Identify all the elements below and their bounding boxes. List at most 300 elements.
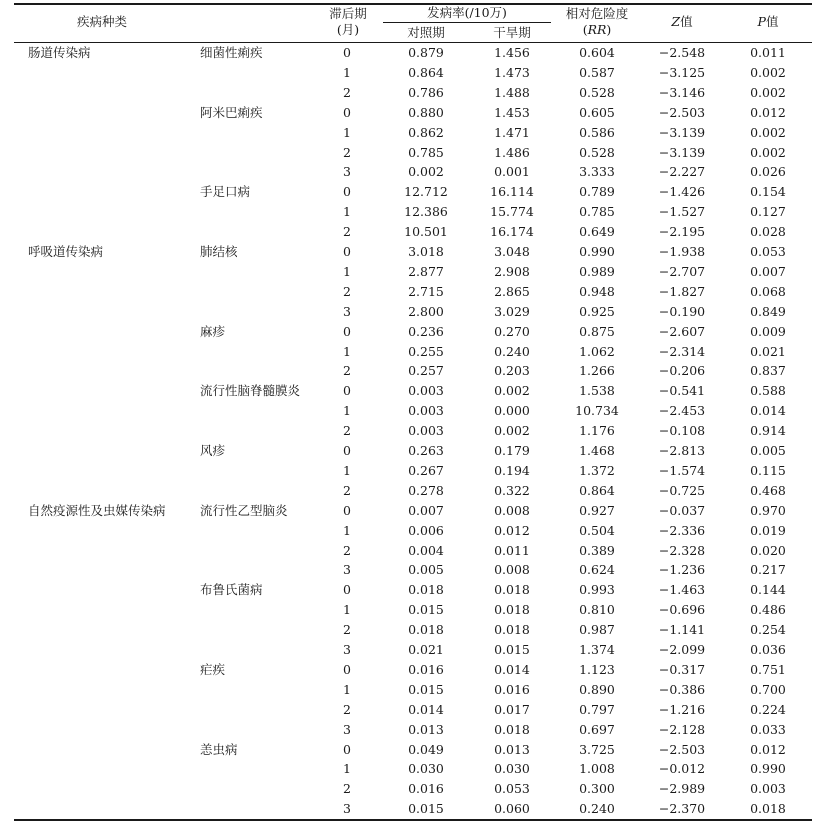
z-value-cell: −0.012 (658, 761, 706, 777)
z-value-cell: −2.227 (658, 164, 706, 180)
z-value-cell: −0.725 (658, 482, 706, 498)
table-row (0, 461, 822, 481)
p-value-cell: 0.028 (750, 224, 786, 240)
p-value-cell: 0.254 (750, 622, 786, 638)
z-value-cell: −2.607 (658, 323, 706, 339)
drought-rate-cell: 0.017 (494, 701, 530, 717)
rr-cell: 0.810 (579, 602, 615, 618)
p-value-cell: 0.053 (750, 244, 786, 259)
z-value-cell: −2.503 (658, 104, 706, 120)
drought-rate-cell: 16.114 (490, 184, 534, 200)
drought-rate-cell: 1.456 (494, 45, 530, 60)
rr-cell: 0.993 (579, 582, 615, 598)
lag-cell: 0 (343, 244, 351, 259)
header-p: P值 (757, 14, 779, 29)
lag-cell: 0 (343, 45, 351, 60)
drought-rate-cell: 0.018 (494, 622, 530, 638)
z-value-cell: −0.696 (658, 602, 706, 618)
z-value-cell: −1.141 (658, 622, 706, 638)
rr-cell: 0.987 (579, 622, 615, 638)
control-rate-cell: 0.862 (408, 124, 444, 140)
control-rate-cell: 0.006 (408, 522, 444, 538)
z-value-cell: −2.328 (658, 542, 706, 558)
control-rate-cell: 0.880 (408, 104, 444, 120)
header-incidence-rule (383, 22, 551, 23)
disease-cell: 布鲁氏菌病 (200, 582, 263, 598)
z-value-cell: −1.426 (658, 184, 706, 200)
lag-cell: 0 (343, 383, 351, 399)
table-row (0, 799, 822, 819)
control-rate-cell: 0.014 (408, 701, 444, 717)
p-value-cell: 0.115 (750, 462, 786, 478)
lag-cell: 2 (343, 701, 351, 717)
z-value-cell: −3.139 (658, 124, 706, 140)
drought-rate-cell: 0.002 (494, 383, 530, 399)
drought-rate-cell: 0.008 (494, 502, 530, 518)
drought-rate-cell: 0.002 (494, 423, 530, 439)
rr-cell: 0.927 (579, 502, 615, 518)
z-value-cell: −2.336 (658, 522, 706, 538)
lag-cell: 0 (343, 323, 351, 339)
drought-rate-cell: 2.908 (494, 263, 530, 279)
control-rate-cell: 3.018 (408, 244, 444, 259)
disease-cell: 麻疹 (200, 323, 226, 339)
table-row (0, 361, 822, 381)
rr-cell: 1.008 (579, 761, 615, 777)
header-lag: 滞后期 (329, 6, 367, 21)
table-row (0, 421, 822, 441)
z-value-cell: −1.827 (658, 283, 706, 299)
drought-rate-cell: 0.240 (494, 343, 530, 359)
control-rate-cell: 0.864 (408, 64, 444, 80)
drought-rate-cell: 0.008 (494, 562, 530, 578)
rr-cell: 0.864 (579, 482, 615, 498)
lag-cell: 1 (343, 343, 351, 359)
control-rate-cell: 0.021 (408, 642, 444, 657)
drought-rate-cell: 2.865 (494, 283, 530, 299)
disease-cell: 风疹 (200, 443, 226, 458)
p-value-cell: 0.068 (750, 283, 786, 299)
drought-rate-cell: 16.174 (490, 224, 534, 240)
control-rate-cell: 0.016 (408, 661, 444, 677)
lag-cell: 0 (343, 502, 351, 518)
table-row (0, 740, 822, 760)
lag-cell: 1 (343, 761, 351, 777)
rr-cell: 0.300 (579, 781, 615, 797)
category-cell: 肠道传染病 (28, 45, 91, 60)
drought-rate-cell: 1.453 (494, 104, 530, 120)
lag-cell: 2 (343, 283, 351, 299)
table-row (0, 143, 822, 163)
drought-rate-cell: 3.048 (494, 244, 530, 259)
table-row (0, 580, 822, 600)
drought-rate-cell: 0.014 (494, 661, 530, 677)
rr-cell: 1.372 (579, 462, 615, 478)
table-row (0, 501, 822, 521)
lag-cell: 1 (343, 124, 351, 140)
control-rate-cell: 2.800 (408, 303, 444, 319)
p-value-cell: 0.837 (750, 363, 786, 379)
z-value-cell: −1.527 (658, 204, 706, 220)
table-row (0, 600, 822, 620)
disease-cell: 流行性脑脊髓膜炎 (200, 383, 301, 399)
drought-rate-cell: 0.000 (494, 403, 530, 419)
disease-cell: 细菌性痢疾 (200, 45, 263, 60)
drought-rate-cell: 0.060 (494, 801, 530, 817)
z-value-cell: −0.190 (658, 303, 706, 319)
control-rate-cell: 2.877 (408, 263, 444, 279)
table-row (0, 302, 822, 322)
control-rate-cell: 0.004 (408, 542, 444, 558)
table-row (0, 401, 822, 421)
rr-cell: 10.734 (575, 403, 619, 419)
drought-rate-cell: 0.018 (494, 602, 530, 618)
drought-rate-cell: 0.053 (494, 781, 530, 797)
lag-cell: 2 (343, 224, 351, 240)
p-value-cell: 0.021 (750, 343, 786, 359)
p-value-cell: 0.970 (750, 502, 786, 518)
p-value-cell: 0.018 (750, 801, 786, 817)
table-row (0, 182, 822, 202)
lag-cell: 1 (343, 462, 351, 478)
header-z: Z值 (671, 14, 693, 29)
p-value-cell: 0.012 (750, 104, 786, 120)
control-rate-cell: 0.257 (408, 363, 444, 379)
rr-cell: 3.333 (579, 164, 615, 180)
rr-cell: 0.925 (579, 303, 615, 319)
rr-cell: 0.797 (579, 701, 615, 717)
drought-rate-cell: 1.471 (494, 124, 530, 140)
rr-cell: 0.624 (579, 562, 615, 578)
p-value-cell: 0.154 (750, 184, 786, 200)
z-value-cell: −2.128 (658, 721, 706, 737)
drought-rate-cell: 0.179 (494, 443, 530, 458)
p-value-cell: 0.002 (750, 84, 786, 100)
drought-rate-cell: 0.001 (494, 164, 530, 180)
p-value-cell: 0.020 (750, 542, 786, 558)
drought-rate-cell: 0.194 (494, 462, 530, 478)
rr-cell: 0.890 (579, 681, 615, 697)
table-row (0, 779, 822, 799)
table-bottom-rule (14, 819, 812, 821)
lag-cell: 3 (343, 721, 351, 737)
category-cell: 自然疫源性及虫媒传染病 (28, 502, 166, 518)
p-value-cell: 0.486 (750, 602, 786, 618)
rr-cell: 1.123 (579, 661, 615, 677)
drought-rate-cell: 0.011 (494, 542, 530, 558)
lag-cell: 3 (343, 642, 351, 657)
rr-cell: 0.604 (579, 45, 615, 60)
rr-cell: 0.948 (579, 283, 615, 299)
p-value-cell: 0.002 (750, 64, 786, 80)
p-value-cell: 0.468 (750, 482, 786, 498)
z-value-cell: −1.236 (658, 562, 706, 578)
lag-cell: 0 (343, 741, 351, 757)
rr-cell: 0.240 (579, 801, 615, 817)
z-value-cell: −0.108 (658, 423, 706, 439)
table-row (0, 700, 822, 720)
table-row (0, 560, 822, 580)
drought-rate-cell: 0.015 (494, 642, 530, 657)
p-value-cell: 0.588 (750, 383, 786, 399)
z-value-cell: −1.938 (658, 244, 706, 259)
drought-rate-cell: 0.013 (494, 741, 530, 757)
control-rate-cell: 0.236 (408, 323, 444, 339)
lag-cell: 0 (343, 582, 351, 598)
drought-rate-cell: 0.270 (494, 323, 530, 339)
lag-cell: 1 (343, 64, 351, 80)
table-row (0, 123, 822, 143)
rr-cell: 0.586 (579, 124, 615, 140)
p-value-cell: 0.009 (750, 323, 786, 339)
table-row (0, 162, 822, 182)
rr-cell: 0.528 (579, 144, 615, 160)
control-rate-cell: 0.879 (408, 45, 444, 60)
drought-rate-cell: 15.774 (490, 204, 534, 220)
control-rate-cell: 0.015 (408, 602, 444, 618)
header-category: 疾病种类 (76, 14, 128, 29)
lag-cell: 3 (343, 303, 351, 319)
header-control: 对照期 (407, 25, 445, 40)
disease-cell: 肺结核 (200, 244, 238, 259)
lag-cell: 0 (343, 104, 351, 120)
rr-cell: 0.785 (579, 204, 615, 220)
disease-cell: 恙虫病 (200, 741, 238, 757)
p-value-cell: 0.217 (750, 562, 786, 578)
rr-cell: 1.374 (579, 642, 615, 657)
table-row (0, 640, 822, 660)
table-row (0, 759, 822, 779)
z-value-cell: −3.146 (658, 84, 706, 100)
table-row (0, 441, 822, 461)
drought-rate-cell: 1.488 (494, 84, 530, 100)
lag-cell: 2 (343, 482, 351, 498)
lag-cell: 0 (343, 661, 351, 677)
z-value-cell: −1.463 (658, 582, 706, 598)
table-row (0, 541, 822, 561)
control-rate-cell: 0.015 (408, 681, 444, 697)
z-value-cell: −1.574 (658, 462, 706, 478)
rr-cell: 0.389 (579, 542, 615, 558)
lag-cell: 1 (343, 403, 351, 419)
disease-cell: 手足口病 (200, 184, 251, 200)
rr-cell: 0.605 (579, 104, 615, 120)
control-rate-cell: 10.501 (404, 224, 448, 240)
p-value-cell: 0.003 (750, 781, 786, 797)
z-value-cell: −2.707 (658, 263, 706, 279)
header-drought: 干旱期 (493, 25, 531, 40)
control-rate-cell: 12.386 (404, 204, 448, 220)
lag-cell: 3 (343, 801, 351, 817)
p-value-cell: 0.751 (750, 661, 786, 677)
lag-cell: 2 (343, 781, 351, 797)
control-rate-cell: 0.018 (408, 582, 444, 598)
lag-cell: 2 (343, 144, 351, 160)
control-rate-cell: 0.785 (408, 144, 444, 160)
z-value-cell: −2.989 (658, 781, 706, 797)
z-value-cell: −0.206 (658, 363, 706, 379)
z-value-cell: −2.099 (658, 642, 706, 657)
control-rate-cell: 0.018 (408, 622, 444, 638)
table-row (0, 620, 822, 640)
rr-cell: 1.176 (579, 423, 615, 439)
header-incidence: 发病率(/10万) (427, 5, 507, 20)
lag-cell: 1 (343, 204, 351, 220)
rr-cell: 0.875 (579, 323, 615, 339)
p-value-cell: 0.012 (750, 741, 786, 757)
p-value-cell: 0.033 (750, 721, 786, 737)
z-value-cell: −3.139 (658, 144, 706, 160)
drought-rate-cell: 0.203 (494, 363, 530, 379)
z-value-cell: −0.037 (658, 502, 706, 518)
control-rate-cell: 0.786 (408, 84, 444, 100)
lag-cell: 2 (343, 622, 351, 638)
control-rate-cell: 0.049 (408, 741, 444, 757)
p-value-cell: 0.849 (750, 303, 786, 319)
control-rate-cell: 12.712 (404, 184, 448, 200)
rr-cell: 1.266 (579, 363, 615, 379)
control-rate-cell: 0.015 (408, 801, 444, 817)
control-rate-cell: 0.267 (408, 462, 444, 478)
header-lag-unit: (月) (336, 22, 360, 37)
lag-cell: 3 (343, 562, 351, 578)
rr-cell: 0.649 (579, 224, 615, 240)
drought-rate-cell: 0.012 (494, 522, 530, 538)
rr-cell: 1.538 (579, 383, 615, 399)
lag-cell: 3 (343, 164, 351, 180)
p-value-cell: 0.002 (750, 144, 786, 160)
z-value-cell: −2.195 (658, 224, 706, 240)
rr-cell: 1.468 (579, 443, 615, 458)
lag-cell: 1 (343, 522, 351, 538)
z-value-cell: −0.541 (658, 383, 706, 399)
p-value-cell: 0.700 (750, 681, 786, 697)
rr-cell: 0.789 (579, 184, 615, 200)
table-row (0, 521, 822, 541)
z-value-cell: −2.503 (658, 741, 706, 757)
control-rate-cell: 0.255 (408, 343, 444, 359)
table-row (0, 720, 822, 740)
z-value-cell: −3.125 (658, 64, 706, 80)
z-value-cell: −2.314 (658, 343, 706, 359)
table-row (0, 381, 822, 401)
control-rate-cell: 0.016 (408, 781, 444, 797)
p-value-cell: 0.990 (750, 761, 786, 777)
lag-cell: 1 (343, 263, 351, 279)
z-value-cell: −2.813 (658, 443, 706, 458)
drought-rate-cell: 1.486 (494, 144, 530, 160)
control-rate-cell: 0.013 (408, 721, 444, 737)
drought-rate-cell: 1.473 (494, 64, 530, 80)
table-row (0, 83, 822, 103)
table-row (0, 282, 822, 302)
p-value-cell: 0.026 (750, 164, 786, 180)
z-value-cell: −2.453 (658, 403, 706, 419)
p-value-cell: 0.914 (750, 423, 786, 439)
control-rate-cell: 0.002 (408, 164, 444, 180)
table-row (0, 222, 822, 242)
table-row (0, 481, 822, 501)
lag-cell: 2 (343, 84, 351, 100)
header-rr: 相对危险度 (565, 6, 629, 21)
category-cell: 呼吸道传染病 (28, 244, 104, 259)
lag-cell: 0 (343, 443, 351, 458)
table-row (0, 680, 822, 700)
control-rate-cell: 0.030 (408, 761, 444, 777)
rr-cell: 1.062 (579, 343, 615, 359)
disease-cell: 疟疾 (200, 661, 226, 677)
table-row (0, 202, 822, 222)
rr-cell: 0.504 (579, 522, 615, 538)
disease-cell: 阿米巴痢疾 (200, 104, 263, 120)
table-row (0, 63, 822, 83)
control-rate-cell: 0.003 (408, 423, 444, 439)
rr-cell: 3.725 (579, 741, 615, 757)
p-value-cell: 0.127 (750, 204, 786, 220)
p-value-cell: 0.011 (750, 45, 786, 60)
lag-cell: 1 (343, 681, 351, 697)
rr-cell: 0.528 (579, 84, 615, 100)
p-value-cell: 0.036 (750, 642, 786, 657)
disease-cell: 流行性乙型脑炎 (200, 502, 288, 518)
table-row (0, 262, 822, 282)
control-rate-cell: 0.007 (408, 502, 444, 518)
control-rate-cell: 0.003 (408, 403, 444, 419)
p-value-cell: 0.005 (750, 443, 786, 458)
header-rr-abbr: (RR) (582, 22, 612, 37)
table-row (0, 43, 822, 63)
table-row (0, 322, 822, 342)
z-value-cell: −0.386 (658, 681, 706, 697)
p-value-cell: 0.144 (750, 582, 786, 598)
p-value-cell: 0.224 (750, 701, 786, 717)
control-rate-cell: 2.715 (408, 283, 444, 299)
rr-cell: 0.989 (579, 263, 615, 279)
p-value-cell: 0.007 (750, 263, 786, 279)
z-value-cell: −2.548 (658, 45, 706, 60)
rr-cell: 0.990 (579, 244, 615, 259)
z-value-cell: −2.370 (658, 801, 706, 817)
p-value-cell: 0.014 (750, 403, 786, 419)
p-value-cell: 0.019 (750, 522, 786, 538)
table-row (0, 103, 822, 123)
drought-rate-cell: 3.029 (494, 303, 530, 319)
lag-cell: 1 (343, 602, 351, 618)
control-rate-cell: 0.278 (408, 482, 444, 498)
control-rate-cell: 0.003 (408, 383, 444, 399)
p-value-cell: 0.002 (750, 124, 786, 140)
lag-cell: 2 (343, 542, 351, 558)
table-row (0, 342, 822, 362)
rr-cell: 0.587 (579, 64, 615, 80)
control-rate-cell: 0.263 (408, 443, 444, 458)
lag-cell: 2 (343, 423, 351, 439)
lag-cell: 0 (343, 184, 351, 200)
control-rate-cell: 0.005 (408, 562, 444, 578)
z-value-cell: −1.216 (658, 701, 706, 717)
table-top-rule (14, 3, 812, 5)
drought-rate-cell: 0.018 (494, 582, 530, 598)
table-row (0, 660, 822, 680)
z-value-cell: −0.317 (658, 661, 706, 677)
drought-rate-cell: 0.322 (494, 482, 530, 498)
rr-cell: 0.697 (579, 721, 615, 737)
drought-rate-cell: 0.018 (494, 721, 530, 737)
table-row (0, 242, 822, 262)
drought-rate-cell: 0.030 (494, 761, 530, 777)
lag-cell: 2 (343, 363, 351, 379)
drought-rate-cell: 0.016 (494, 681, 530, 697)
